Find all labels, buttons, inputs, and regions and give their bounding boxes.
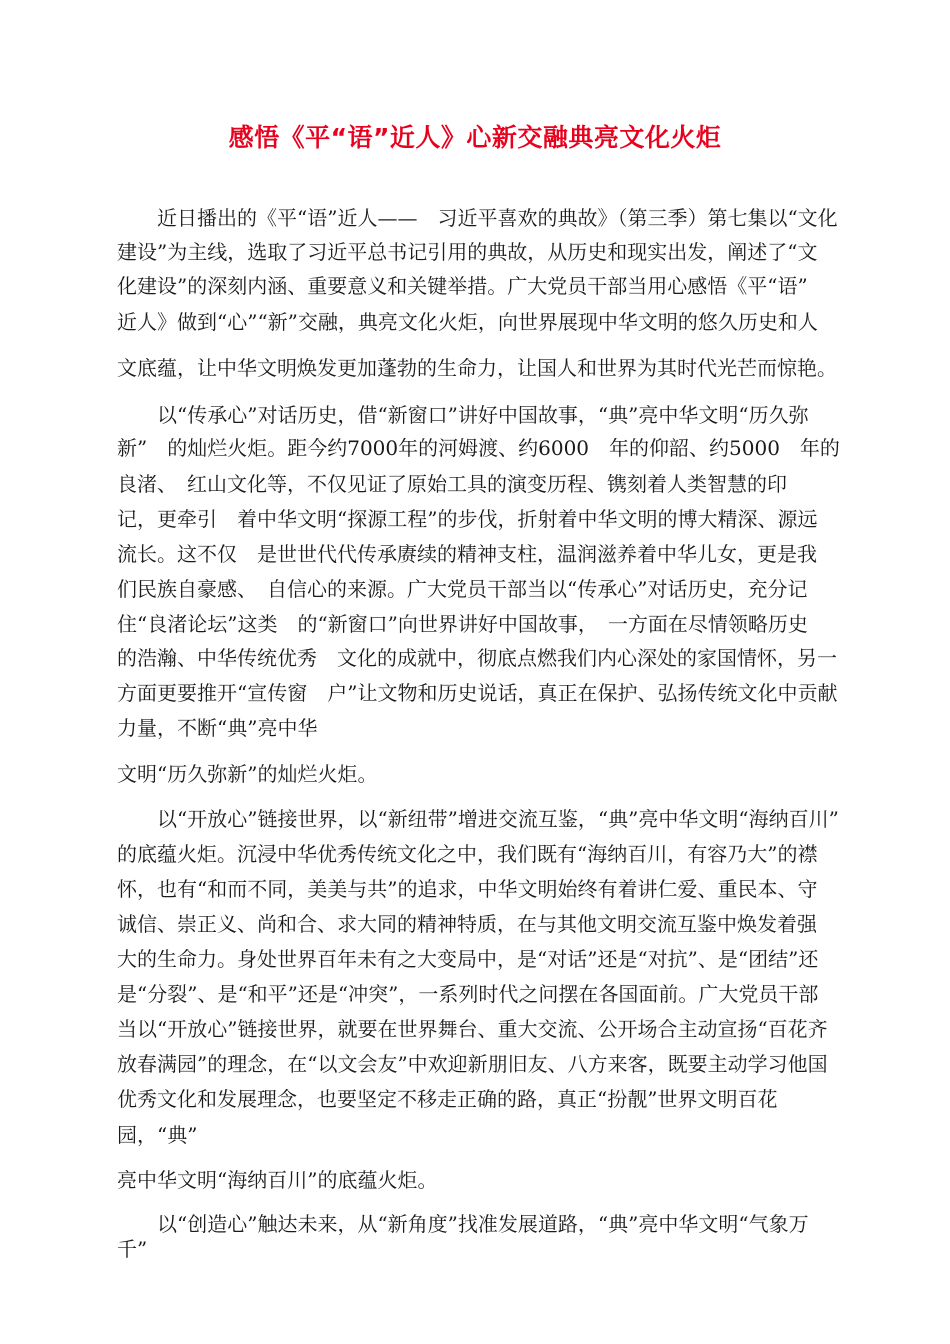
text-line: 化建设”的深刻内涵、重要意义和关键举措。广大党员干部当用心感悟《平“语” (117, 274, 808, 298)
text-line: 的底蕴火炬。沉浸中华优秀传统文化之中，我们既有“海纳百川，有容乃大”的襟 (117, 842, 818, 866)
text-line: 诚信、崇正义、尚和合、求大同的精神特质，在与其他文明交流互鉴中焕发着强 (117, 912, 817, 936)
text-line: 以“传承心”对话历史，借“新窗口”讲好中国故事，“典”亮中华文明“历久弥 (117, 403, 809, 427)
text-line: 良渚、 红山文化等，不仅见证了原始工具的演变历程、镌刻着人类智慧的印 (117, 472, 787, 496)
text-line: 近人》做到“心”“新”交融，典亮文化火炬，向世界展现中华文明的悠久历史和人 (117, 310, 818, 334)
text-line: 的浩瀚、中华传统优秀 文化的成就中，彻底点燃我们内心深处的家国情怀，另一 (117, 646, 837, 670)
text-line: 亮中华文明“海纳百川”的底蕴火炬。 (117, 1168, 438, 1192)
text-line: 力量，不断“典”亮中华 (117, 716, 318, 740)
text-line: 园，“典” (117, 1123, 198, 1147)
text-line: 以“创造心”触达未来，从“新角度”找准发展道路，“典”亮中华文明“气象万 (117, 1212, 809, 1236)
text-line: 方面更要推开“宣传窗 户”让文物和历史说话，真正在保护、弘扬传统文化中贡献 (117, 681, 838, 705)
text-line: 怀，也有“和而不同，美美与共”的追求，中华文明始终有着讲仁爱、重民本、守 (117, 877, 818, 901)
text-line: 是“分裂”、是“和平”还是“冲突”，一系列时代之问摆在各国面前。广大党员干部 (117, 982, 819, 1006)
text-line: 文底蕴，让中华文明焕发更加蓬勃的生命力，让国人和世界为其时代光芒而惊艳。 (117, 356, 837, 380)
text-line: 流长。这不仅 是世世代代传承赓续的精神支柱，温润滋养着中华儿女，更是我 (117, 542, 817, 566)
text-line: 文明“历久弥新”的灿烂火炬。 (117, 762, 378, 786)
text-line: 新” 的灿烂火炬。距今约7000年的河姆渡、约6000 年的仰韶、约5000 年的 (117, 436, 840, 460)
article-title: 感悟《平“语”近人》心新交融典亮文化火炬 (228, 123, 722, 152)
text-line: 住“良渚论坛”这类 的“新窗口”向世界讲好中国故事， 一方面在尽情领略历史 (117, 612, 808, 636)
text-line: 记，更牵引 着中华文明“探源工程”的步伐，折射着中华文明的博大精深、源远 (117, 507, 818, 531)
text-line: 以“开放心”链接世界，以“新纽带”增进交流互鉴，“典”亮中华文明“海纳百川” (117, 807, 839, 831)
text-line: 放春满园”的理念，在“以文会友”中欢迎新朋旧友、八方来客，既要主动学习他国 (117, 1052, 828, 1076)
text-line: 们民族自豪感、 自信心的来源。广大党员干部当以“传承心”对话历史，充分记 (117, 577, 808, 601)
text-line: 千” (117, 1237, 148, 1261)
text-line: 当以“开放心”链接世界，就要在世界舞台、重大交流、公开场合主动宣扬“百花齐 (117, 1017, 828, 1041)
text-line: 近日播出的《平“语”近人—— 习近平喜欢的典故》（第三季）第七集以“文化 (117, 206, 838, 230)
text-line: 大的生命力。身处世界百年未有之大变局中，是“对话”还是“对抗”、是“团结”还 (117, 947, 819, 971)
text-line: 优秀文化和发展理念，也要坚定不移走正确的路，真正“扮靓”世界文明百花 (117, 1087, 778, 1111)
text-line: 建设”为主线，选取了习近平总书记引用的典故，从历史和现实出发，阐述了“文 (117, 240, 818, 264)
